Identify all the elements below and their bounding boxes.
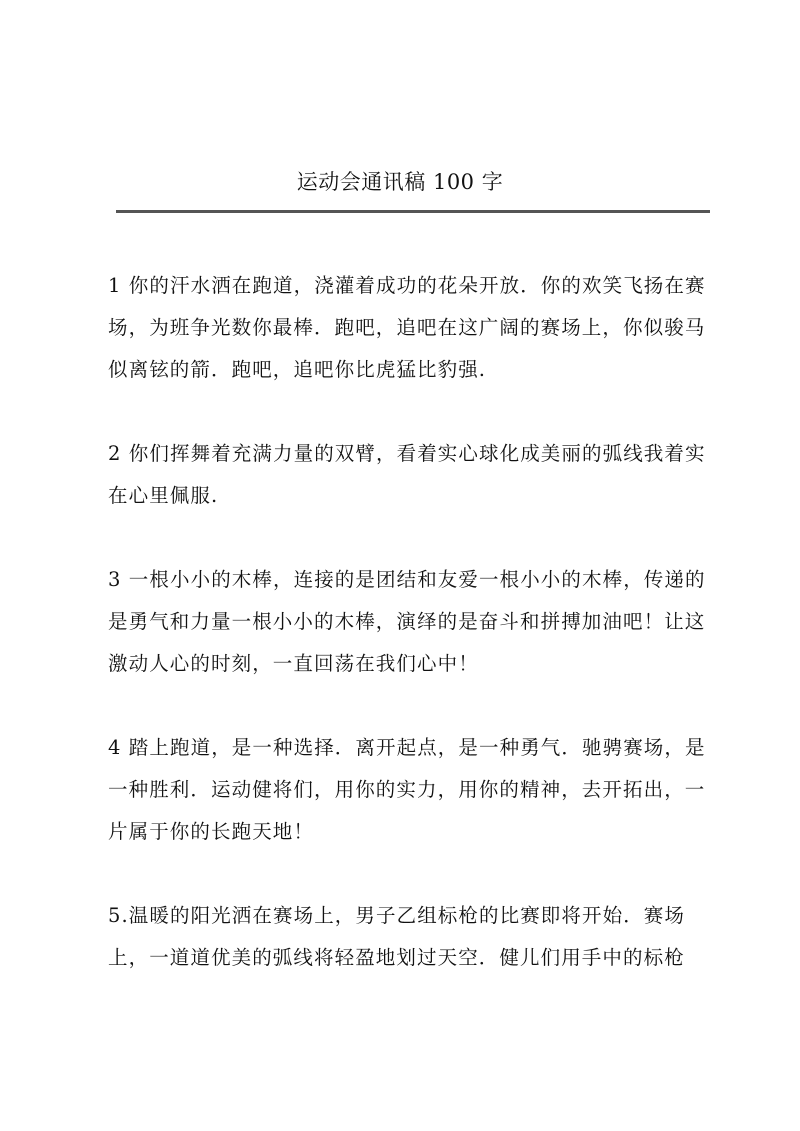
paragraph-5: 5.温暖的阳光洒在赛场上，男子乙组标枪的比赛即将开始．赛场上，一道道优美的弧线将轻盈地划过天空．健儿们用手中的标枪 xyxy=(108,904,686,969)
paragraph-1: 1 你的汗水洒在跑道，浇灌着成功的花朵开放．你的欢笑飞扬在赛场，为班争光数你最棒．跑吧，追吧在这广阔的赛场上，你似骏马似离铉的箭．跑吧，追吧你比虎猛比豹强. xyxy=(108,274,706,381)
paragraph-2: 2 你们挥舞着充满力量的双臂，看着实心球化成美丽的弧线我着实在心里佩服. xyxy=(108,442,706,507)
title-divider xyxy=(116,210,710,213)
paragraph-3: 3 一根小小的木棒，连接的是团结和友爱一根小小的木棒，传递的是勇气和力量一根小小的木棒，演绎的是奋斗和拼搏加油吧！让这激动人心的时刻，一直回荡在我们心中！ xyxy=(108,568,706,675)
document-body xyxy=(108,265,708,1021)
paragraph-4: 4 踏上跑道，是一种选择．离开起点，是一种勇气．驰骋赛场，是一种胜利．运动健将们，用你的实力，用你的精神，去开拓出，一片属于你的长跑天地！ xyxy=(108,736,706,843)
document-title: 运动会通讯稿 100 字 xyxy=(296,170,504,194)
